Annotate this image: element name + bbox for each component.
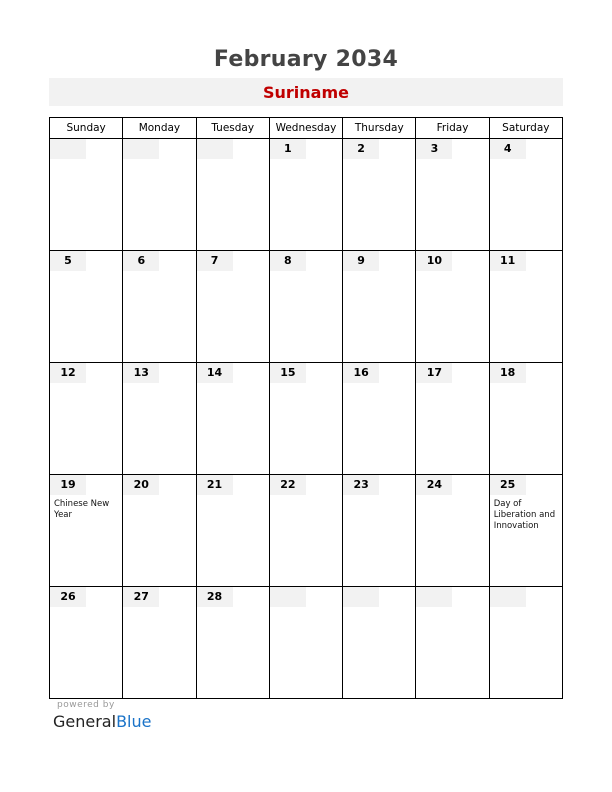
- day-number: 26: [50, 587, 86, 607]
- weekday-friday: Friday: [416, 118, 489, 139]
- day-cell: [416, 139, 489, 251]
- day-cell: [269, 475, 342, 587]
- day-cell: [269, 363, 342, 475]
- empty-day-cell: [50, 139, 123, 251]
- day-cell: [343, 475, 416, 587]
- day-cell: [50, 475, 123, 587]
- day-cell: [123, 587, 196, 699]
- weekday-saturday: Saturday: [489, 118, 562, 139]
- logo-blue: Blue: [116, 712, 152, 731]
- country-banner: [49, 78, 563, 106]
- empty-day-cell: [489, 587, 562, 699]
- day-number: 4: [490, 139, 526, 159]
- holiday-label: Chinese New Year: [54, 499, 110, 520]
- day-cell: [416, 475, 489, 587]
- day-number: 1: [270, 139, 306, 159]
- powered-by-text: powered by: [57, 700, 115, 710]
- calendar-week-row: [50, 363, 563, 475]
- day-number: 18: [490, 363, 526, 383]
- day-cell: [489, 363, 562, 475]
- day-number: 9: [343, 251, 379, 271]
- weekday-wednesday: Wednesday: [269, 118, 342, 139]
- day-number: 6: [123, 251, 159, 271]
- empty-day-cell: [343, 587, 416, 699]
- weekday-header-row: [50, 118, 563, 139]
- day-cell: [196, 475, 269, 587]
- calendar-body: [50, 139, 563, 699]
- day-number: 21: [197, 475, 233, 495]
- day-number: [343, 587, 379, 607]
- day-number: 22: [270, 475, 306, 495]
- day-number: 17: [416, 363, 452, 383]
- day-number: 2: [343, 139, 379, 159]
- country-name: Suriname: [263, 83, 349, 102]
- day-cell: [123, 363, 196, 475]
- weekday-monday: Monday: [123, 118, 196, 139]
- day-number: 7: [197, 251, 233, 271]
- weekday-tuesday: Tuesday: [196, 118, 269, 139]
- day-number: 15: [270, 363, 306, 383]
- logo-general: General: [53, 712, 117, 731]
- day-number: 3: [416, 139, 452, 159]
- empty-day-cell: [123, 139, 196, 251]
- day-number: [490, 587, 526, 607]
- calendar-grid: [49, 117, 563, 699]
- generalblue-logo: [53, 712, 151, 731]
- calendar-week-row: [50, 251, 563, 363]
- day-number: [123, 139, 159, 159]
- day-cell: [269, 139, 342, 251]
- day-cell: [343, 139, 416, 251]
- day-cell: [416, 363, 489, 475]
- calendar-week-row: [50, 587, 563, 699]
- day-cell: [343, 251, 416, 363]
- day-cell: [50, 363, 123, 475]
- day-number: 28: [197, 587, 233, 607]
- day-number: [197, 139, 233, 159]
- empty-day-cell: [196, 139, 269, 251]
- day-cell: [123, 475, 196, 587]
- calendar-title: February 2034: [213, 47, 399, 72]
- holiday-label: Day of Liberation and Innovation: [493, 499, 556, 531]
- day-cell: [196, 363, 269, 475]
- day-cell: [269, 251, 342, 363]
- empty-day-cell: [416, 587, 489, 699]
- day-number: 24: [416, 475, 452, 495]
- calendar-week-row: [50, 475, 563, 587]
- day-cell: [489, 251, 562, 363]
- day-number: 11: [490, 251, 526, 271]
- day-cell: [343, 363, 416, 475]
- day-number: [416, 587, 452, 607]
- day-number: [50, 139, 86, 159]
- day-number: 13: [123, 363, 159, 383]
- day-number: 14: [197, 363, 233, 383]
- day-cell: [196, 587, 269, 699]
- weekday-sunday: Sunday: [50, 118, 123, 139]
- day-number: 16: [343, 363, 379, 383]
- day-number: 27: [123, 587, 159, 607]
- empty-day-cell: [269, 587, 342, 699]
- day-number: 25: [490, 475, 526, 495]
- day-number: 19: [50, 475, 86, 495]
- day-cell: [123, 251, 196, 363]
- calendar-week-row: [50, 139, 563, 251]
- day-number: 23: [343, 475, 379, 495]
- day-cell: [489, 139, 562, 251]
- day-number: 20: [123, 475, 159, 495]
- weekday-thursday: Thursday: [343, 118, 416, 139]
- day-cell: [50, 251, 123, 363]
- day-cell: [50, 587, 123, 699]
- day-number: 8: [270, 251, 306, 271]
- day-cell: [196, 251, 269, 363]
- day-number: [270, 587, 306, 607]
- day-number: 12: [50, 363, 86, 383]
- day-cell: [489, 475, 562, 587]
- day-cell: [416, 251, 489, 363]
- day-number: 5: [50, 251, 86, 271]
- day-number: 10: [416, 251, 452, 271]
